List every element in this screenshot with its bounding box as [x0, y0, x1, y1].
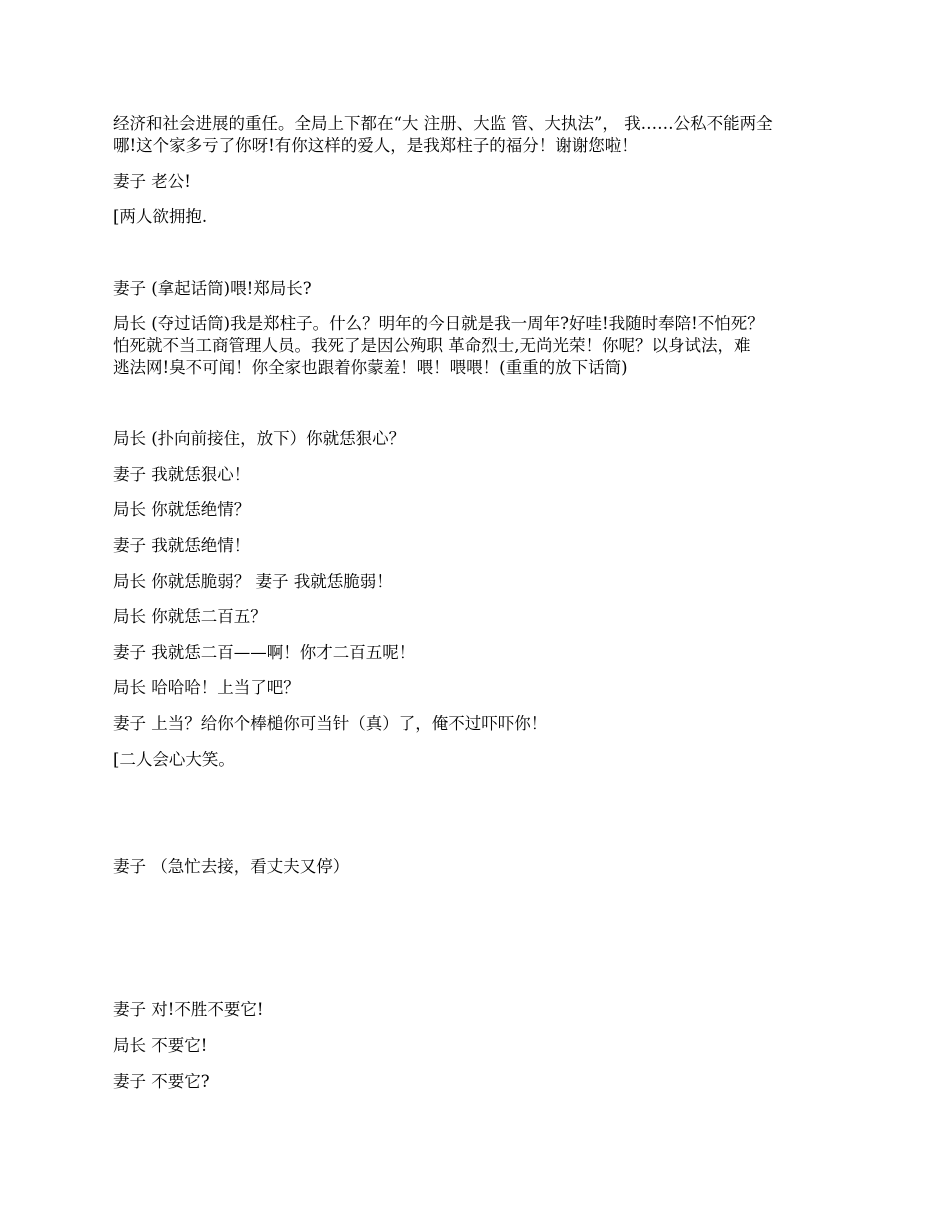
- stage-direction-embrace: [两人欲拥抱.: [113, 207, 208, 226]
- line-wife-husband: 妻子 老公!: [113, 172, 191, 191]
- line-wife-ruthless: 妻子 我就恁绝情！: [113, 536, 251, 555]
- paragraph-responsibility: 经济和社会进展的重任。全局上下都在“大 注册、大监 管、大执法”， 我……公私不能两全 哪!这个家多亏了你呀!有你这样的爱人，是我郑柱子的福分！谢谢您啦！: [113, 114, 773, 155]
- line-director-dont-want: 局长 不要它!: [113, 1036, 208, 1055]
- paragraph-director-phone: 局长 (夺过话筒)我是郑柱子。什么？明年的今日就是我一周年?好哇!我随时奉陪!不怕死？ 怕死就不当工商管理人员。我死了是因公殉职 革命烈士,无尚光荣！你呢？以身试法，难 逃法网!臭不可闻！你全家也跟着你蒙羞！喂！喂喂！(重重的放下话筒): [113, 314, 764, 377]
- stage-direction-laugh: [二人会心大笑。: [113, 750, 235, 769]
- line-wife-dont-want-question: 妻子 不要它?: [113, 1072, 210, 1091]
- line-director-ruthless: 局长 你就恁绝情？: [113, 500, 251, 519]
- line-wife-tricked: 妻子 上当？给你个棒槌你可当针（真）了，俺不过吓吓你！: [113, 714, 548, 733]
- line-wife-phone: 妻子 (拿起话筒)喂!郑局长?: [113, 279, 312, 298]
- line-director-tricked: 局长 哈哈哈！上当了吧？: [113, 678, 300, 697]
- line-wife-hurry: 妻子 （急忙去接，看丈夫又停）: [113, 857, 350, 876]
- line-wife-dont-want: 妻子 对!不胜不要它!: [113, 1000, 264, 1019]
- line-director-250: 局长 你就恁二百五？: [113, 607, 267, 626]
- line-wife-heartless: 妻子 我就恁狠心！: [113, 465, 251, 484]
- line-director-catch: 局长 (扑向前接住，放下）你就恁狠心？: [113, 429, 406, 448]
- line-wife-250: 妻子 我就恁二百——啊！你才二百五呢！: [113, 643, 416, 662]
- line-fragile-exchange: 局长 你就恁脆弱？ 妻子 我就恁脆弱！: [113, 572, 393, 591]
